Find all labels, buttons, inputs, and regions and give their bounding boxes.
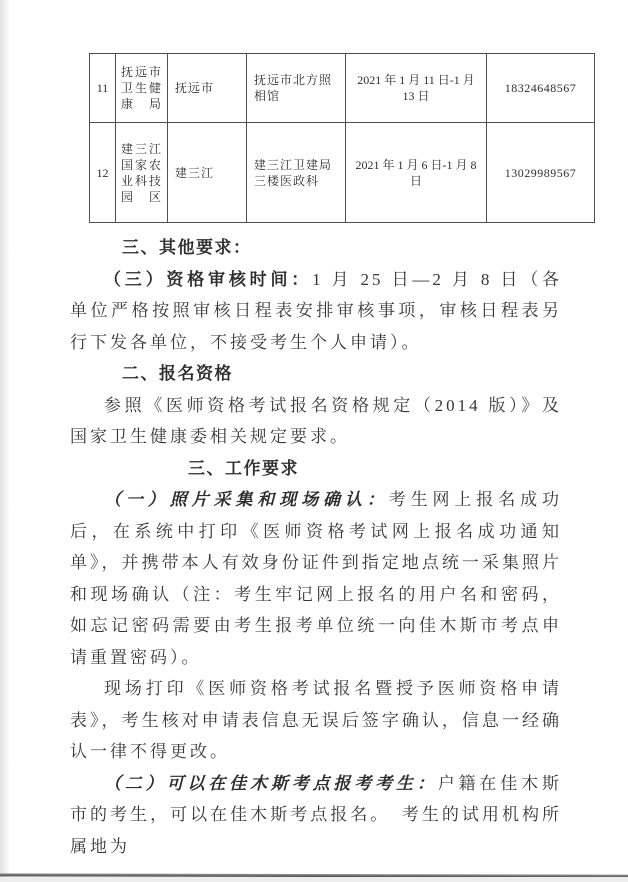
cell-area-name: 抚远市	[168, 54, 247, 123]
section-heading-qualification: 二、报名资格	[122, 364, 233, 383]
table-row	[90, 123, 595, 223]
cell-phone-number: 13029989567	[487, 123, 595, 223]
cell-location: 建三江卫建局三楼医政科	[247, 123, 346, 223]
paragraph-lead-audit-time: （三）资格审核时间：	[104, 269, 313, 289]
section-heading-other-requirements: 三、其他要求：	[122, 238, 252, 257]
paragraph-audit-time	[70, 264, 562, 359]
paragraph-lead-photo-confirmation: （一）照片采集和现场确认：	[104, 490, 389, 509]
cell-location: 抚远市北方照相馆	[247, 54, 346, 123]
scan-left-edge-shade	[0, 0, 10, 882]
cell-row-number: 11	[90, 54, 116, 123]
cell-unit-name: 抚远市卫生健康局	[116, 54, 168, 123]
cell-date-range: 2021 年 1 月 6 日-1 月 8 日	[346, 123, 487, 223]
paragraph-lead-jiamusi-candidates: （二）可以在佳木斯考点报考考生：	[104, 773, 438, 793]
cell-date-range: 2021 年 1 月 11 日-1 月 13 日	[346, 54, 487, 123]
paragraph-print-application: 现场打印《医师资格考试报名暨授予医师资格申请表》，考生核对申请表信息无误后签字确认，信息一经确认一律不得更改。	[70, 679, 562, 761]
paragraph-body-photo-confirmation: 考生网上报名成功后，在系统中打印《医师资格考试网上报名成功通知单》，并携带本人有效身份证件到指定地点统一采集照片和现场确认（注：考生牢记网上报名的用户名和密码，如忘记密码需要由考生报考单位统一向佳木斯市考点申请重置密码）。	[70, 490, 563, 667]
paragraph-body-jiamusi-candidates: 户籍在佳木斯市的考生，可以在佳木斯考点报名。 考生的试用机构所属地为	[70, 773, 563, 856]
table-row	[90, 54, 595, 123]
document-body	[70, 232, 562, 862]
scan-below-page-area	[0, 877, 628, 882]
registration-sites-table	[89, 53, 595, 223]
cell-area-name: 建三江	[168, 123, 247, 223]
cell-phone-number: 18324648567	[487, 54, 595, 123]
section-heading-work-requirements: 三、工作要求	[188, 458, 299, 478]
cell-unit-name: 建三江国家农业科技园区	[116, 123, 168, 223]
paragraph-qualification: 参照《医师资格考试报名资格规定（2014 版）》及国家卫生健康委相关规定要求。	[70, 395, 562, 446]
paragraph-jiamusi-candidates	[70, 768, 562, 863]
cell-row-number: 12	[90, 123, 116, 223]
paragraph-body-audit-time: 1 月 25 日—2 月 8 日（各单位严格按照审核日程表安排审核事项，审核日程表另行下发各单位，不接受考生个人申请）。	[70, 269, 563, 352]
paragraph-photo-confirmation	[70, 484, 562, 673]
